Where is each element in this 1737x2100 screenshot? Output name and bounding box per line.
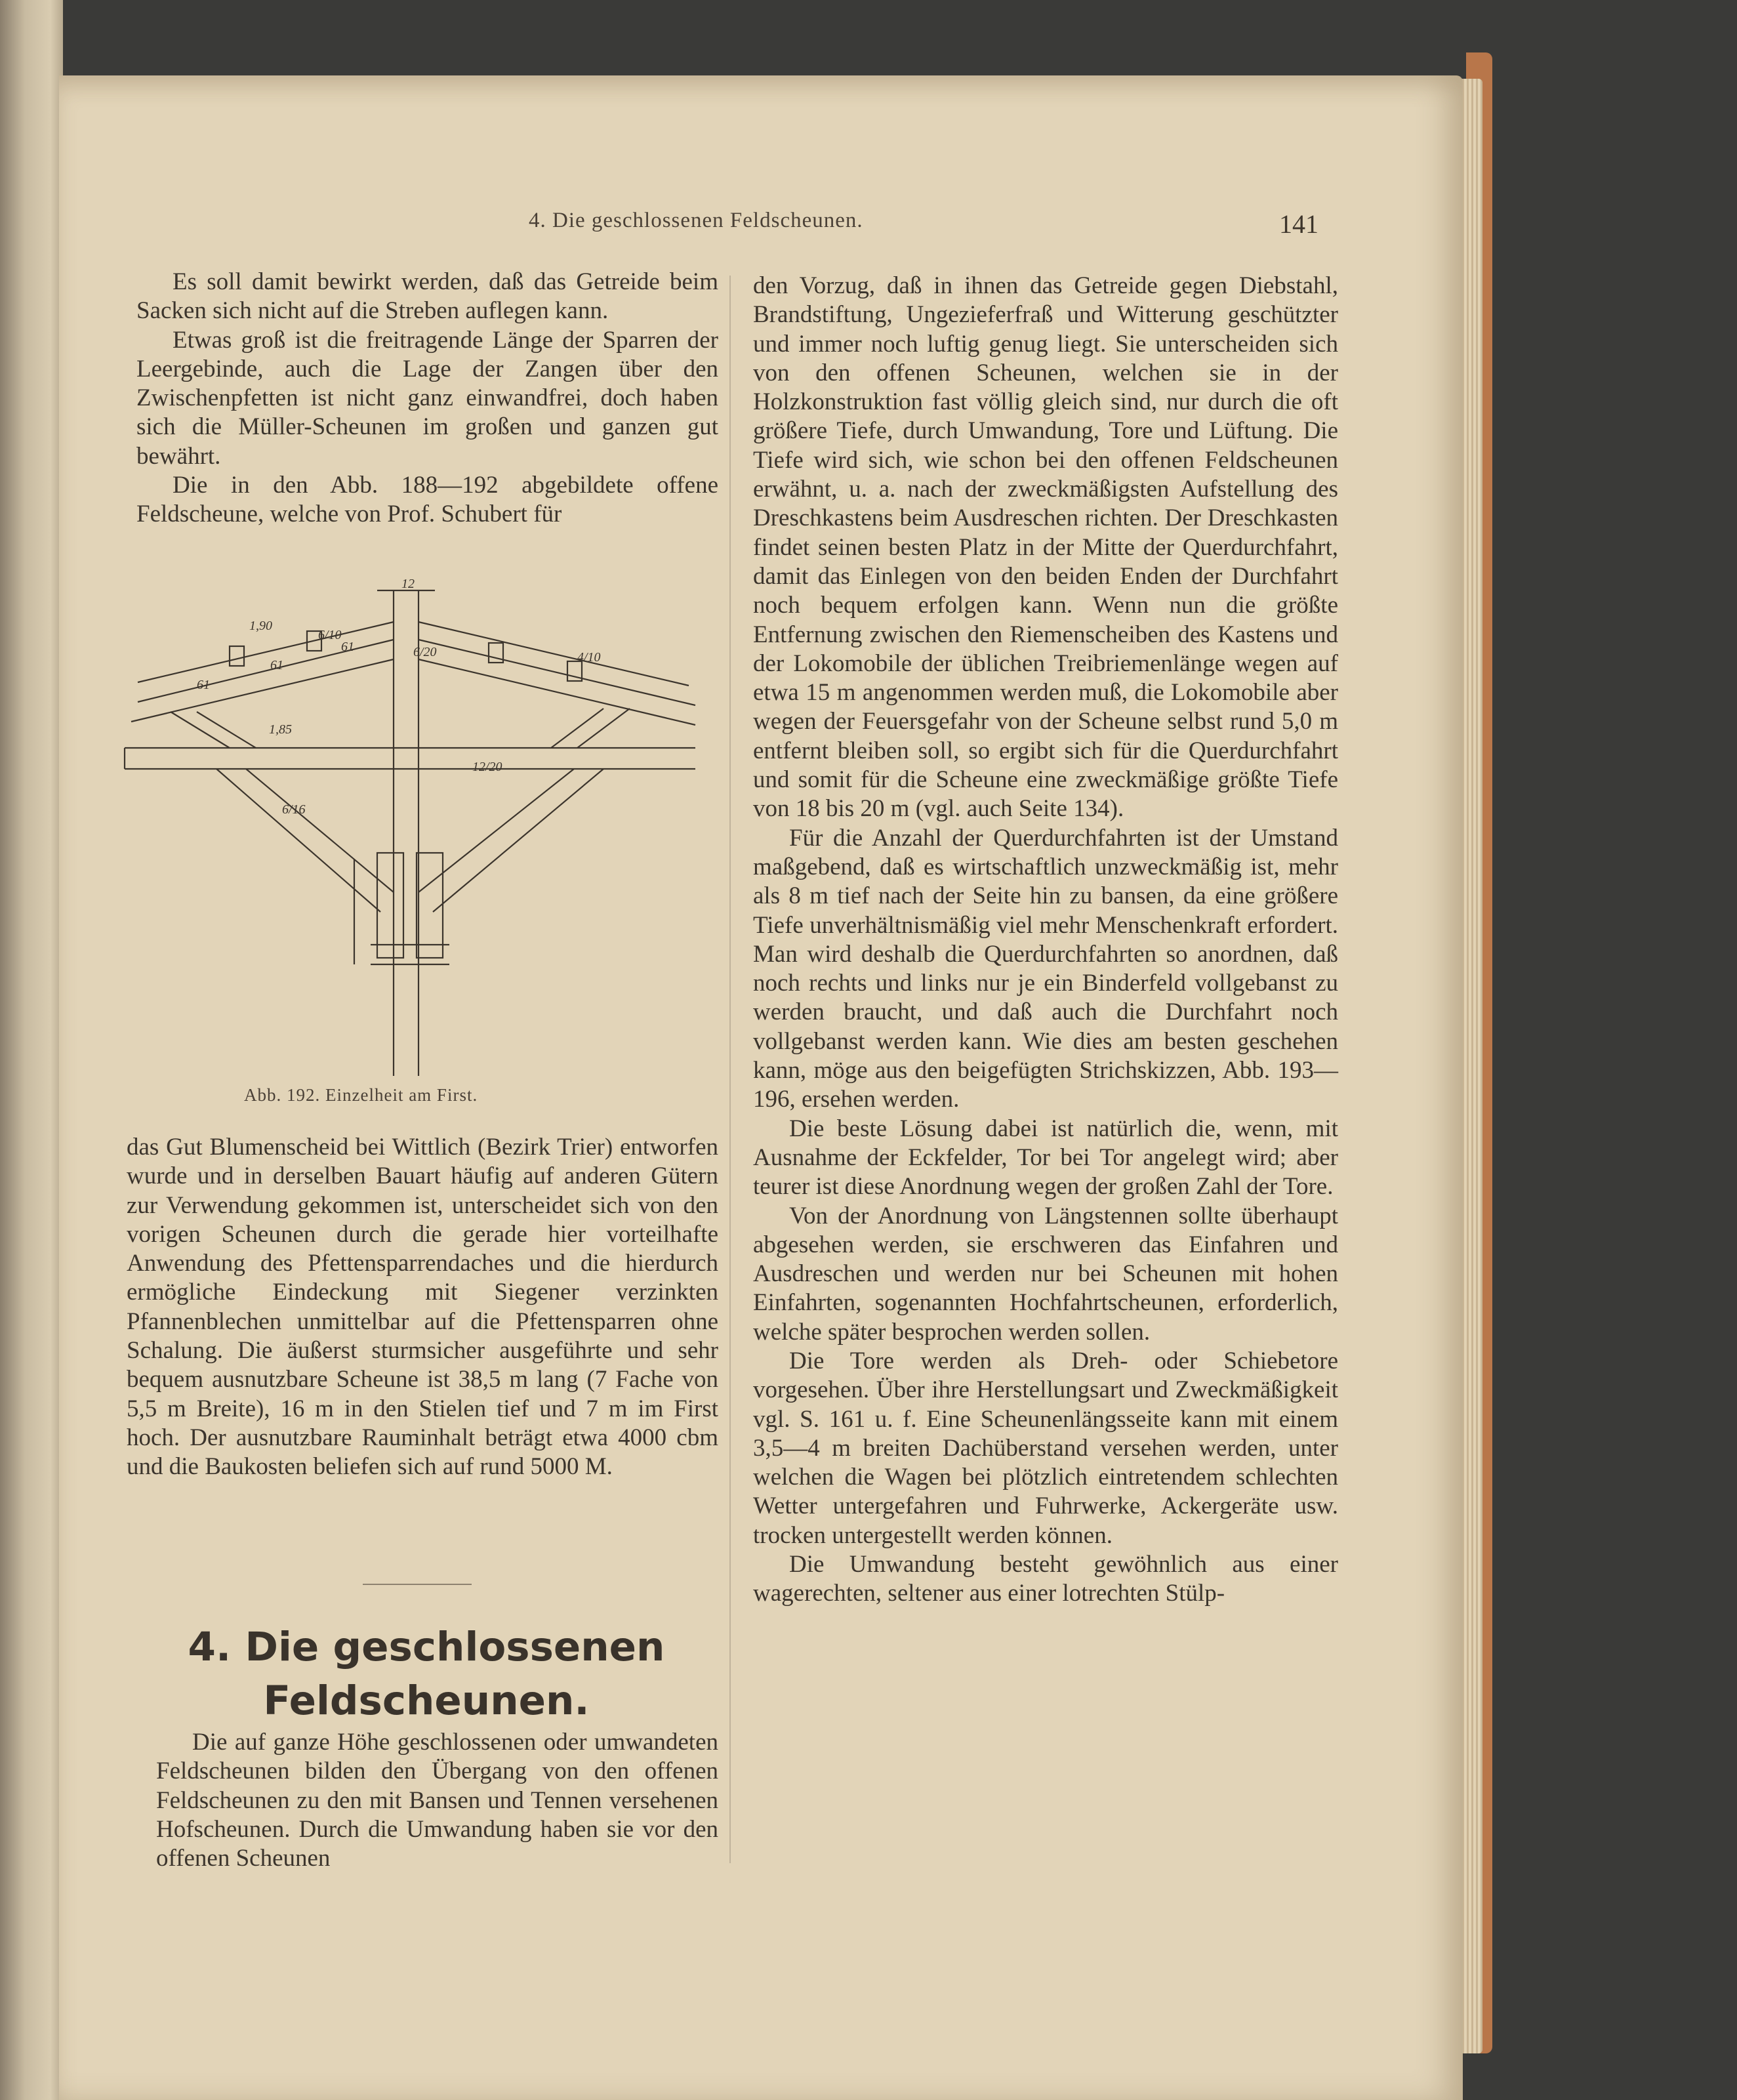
running-title: 4. Die geschlossenen Feldscheunen. (529, 209, 863, 232)
paragraph: Es soll damit bewirkt werden, daß das Getreide beim Sacken sich nicht auf die Streben auflegen kann. (136, 268, 718, 325)
figure-label: 6/20 (413, 645, 437, 659)
figure-label: 61 (197, 678, 210, 692)
paragraph: Für die Anzahl der Querdurchfahrten ist der Umstand maßgebend, daß es wirtschaftlich unzweckmäßig ist, mehr als 8 m tief nach der Seite hin zu bansen, da eine größere Tiefe unverhältnismäßig viel mehr Menschenkraft erfordert. Man wird deshalb die Querdurchfahrten so anordnen, daß noch rechts und links nur je ein Binderfeld vollgebanst zu werden braucht, und daß auch die Durchfahrt noch vollgebanst werden kann. Wie dies am besten geschehen kann, möge aus den beigefügten Strichskizzen, Abb. 193—196, ersehen werden. (753, 824, 1338, 1113)
paragraph: Die in den Abb. 188—192 abgebildete offene Feldscheune, welche von Prof. Schubert für (136, 472, 718, 528)
paragraph: Die auf ganze Höhe geschlossenen oder umwandeten Feldscheunen bilden den Übergang von den offenen Feldscheunen zu den mit Bansen und Tennen versehenen Hofscheunen. Durch die Umwandung haben sie vor den offenen Scheunen (156, 1729, 718, 1872)
paragraph: Die Umwandung besteht gewöhnlich aus einer wagerechten, seltener aus einer lotrechten Stülp- (753, 1551, 1338, 1607)
section-rule (363, 1584, 472, 1585)
left-column-section-text (156, 1728, 718, 1873)
figure-label: 12/20 (472, 760, 502, 774)
figure-label: 6/16 (282, 802, 306, 817)
right-column (753, 272, 1338, 1609)
paragraph: den Vorzug, daß in ihnen das Getreide gegen Diebstahl, Brandstiftung, Ungezieferfraß und Witterung geschützter und immer noch luftig genug liegt. Sie unterscheiden sich von den offenen Scheunen, welchen sie in der Holzkonstruktion fast völlig gleich sind, nur durch die oft größere Tiefe, durch Umwandung, Tore und Lüftung. Die Tiefe wird sich, wie schon bei den offenen Feldscheunen erwähnt, u. a. nach der zweckmäßigsten Aufstellung des Dreschkastens beim Ausdreschen richten. Der Dreschkasten findet seinen besten Platz in der Mitte der Querdurchfahrt, damit das Einlegen von den beiden Enden der Durchfahrt noch bequem erfolgen kann. Wenn nun die größte Entfernung zwischen den Riemenscheiben des Kastens und der Lokomobile der üblichen Treibriemenlänge wegen auf etwa 15 m angenommen werden muß, die Lokomobile aber wegen der Feuersgefahr von der Scheune selbst rund 5,0 m entfernt bleiben soll, so ergibt sich für die Querdurchfahrt und somit für die Scheune eine zweckmäßige größte Tiefe von 18 bis 20 m (vgl. auch Seite 134). (753, 272, 1338, 823)
figure-label: 61 (341, 640, 354, 654)
figure-label: 1,85 (269, 722, 292, 737)
section-heading: 4. Die geschlossenen Feldscheunen. (188, 1624, 665, 1724)
paragraph: das Gut Blumenscheid bei Wittlich (Bezirk Trier) entworfen wurde und in derselben Bauart häufig auf anderen Gütern zur Verwendung gekommen ist, unterscheidet sich von den vorigen Scheunen durch die gerade hier vorteilhafte Anwendung des Pfettensparrendaches und die hierdurch ermögliche Eindeckung mit Siegener verzinkten Pfannenblechen unmittelbar auf die Pfettensparren ohne Schalung. Die äußerst sturmsicher ausgeführte und sehr bequem ausnutzbare Scheune ist 38,5 m lang (7 Fache von 5,5 m Breite), 16 m in den Stielen tief und 7 m im First hoch. Der ausnutzbare Rauminhalt beträgt etwa 4000 cbm und die Baukosten beliefen sich auf rund 5000 M. (127, 1134, 718, 1481)
figure-label: 6/10 (318, 628, 342, 642)
figure-label: 1,90 (249, 619, 272, 633)
previous-page-edge (0, 0, 63, 2100)
left-column-top (136, 268, 718, 529)
left-column-continuation (127, 1133, 718, 1482)
column-divider (729, 276, 731, 1863)
figure-roof-ridge-detail (118, 577, 708, 1076)
figure-caption: Abb. 192. Einzelheit am First. (244, 1085, 478, 1105)
paragraph: Von der Anordnung von Längstennen sollte überhaupt abgesehen werden, sie erschweren das Einfahren und Ausdreschen und werden nur bei Scheunen mit hohen Einfahrten, sogenannten Hochfahrtscheunen, erforderlich, welche später besprochen werden sollen. (753, 1202, 1338, 1346)
page-number: 141 (1279, 209, 1318, 239)
paragraph: Die Tore werden als Dreh- oder Schiebetore vorgesehen. Über ihre Herstellungsart und Zweckmäßigkeit vgl. S. 161 u. f. Eine Scheunenlängsseite kann mit einem 3,5—4 m breiten Dachüberstand versehen werden, unter welchen die Wagen bei plötzlich eintretendem schlechten Wetter untergefahren und Fuhrwerke, Ackergeräte usw. trocken untergestellt werden können. (753, 1347, 1338, 1549)
figure-label: 4/10 (577, 650, 601, 665)
figure-label: 61 (270, 658, 283, 672)
figure-label: 12 (401, 577, 415, 591)
paragraph: Die beste Lösung dabei ist natürlich die, wenn, mit Ausnahme der Eckfelder, Tor bei Tor angelegt wird; aber teurer ist diese Anordnung wegen der großen Zahl der Tore. (753, 1115, 1338, 1201)
paragraph: Etwas groß ist die freitragende Länge der Sparren der Leergebinde, auch die Lage der Zangen über den Zwischenpfetten ist nicht ganz einwandfrei, doch haben sich die Müller-Scheunen im großen und ganzen gut bewährt. (136, 326, 718, 470)
